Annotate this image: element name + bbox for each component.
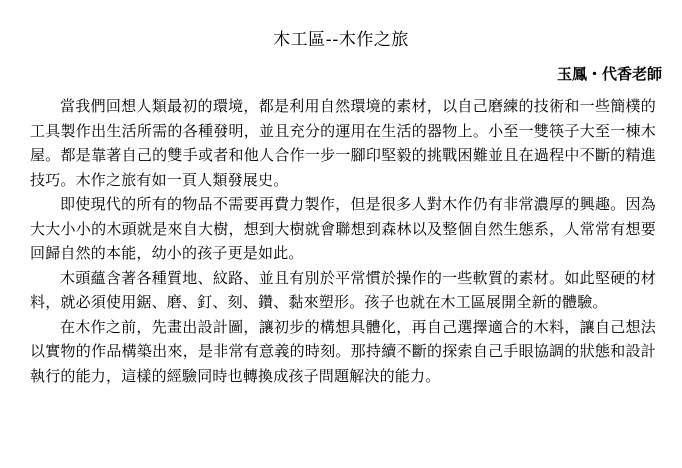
- paragraph-4: 在木作之前，先畫出設計圖，讓初步的構想具體化，再自己選擇適合的木料，讓自己想法以實物的作品構築出來，是非常有意義的時刻。那持續不斷的探索自己手眼協調的狀態和設計執行的能力，這樣的經驗同時也轉換成孩子問題解決的能力。: [30, 317, 656, 385]
- paragraph-3: 木頭蘊含著各種質地、紋路、並且有別於平常慣於操作的一些軟質的素材。如此堅硬的材料，就必須使用鋸、磨、釘、刻、鑽、黏來塑形。孩子也就在木工區展開全新的體驗。: [30, 268, 656, 311]
- author-line: 玉鳳・代香老師: [556, 65, 662, 83]
- document-title: 木工區--木作之旅: [273, 30, 409, 50]
- body-text: [30, 94, 656, 388]
- paragraph-1: 當我們回想人類最初的環境，都是利用自然環境的素材，以自己磨練的技術和一些簡樸的工具製作出生活所需的各種發明，並且充分的運用在生活的器物上。小至一雙筷子大至一棟木屋。都是靠著自己的雙手或者和他人合作一步一腳印堅毅的挑戰困難並且在過程中不斷的精進技巧。木作之旅有如一頁人類發展史。: [30, 97, 656, 189]
- paragraph-2: 即使現代的所有的物品不需要再費力製作，但是很多人對木作仍有非常濃厚的興趣。因為大大小小的木頭就是來自大樹，想到大樹就會聯想到森林以及整個自然生態系，人常常有想要回歸自然的本能，幼小的孩子更是如此。: [30, 195, 656, 262]
